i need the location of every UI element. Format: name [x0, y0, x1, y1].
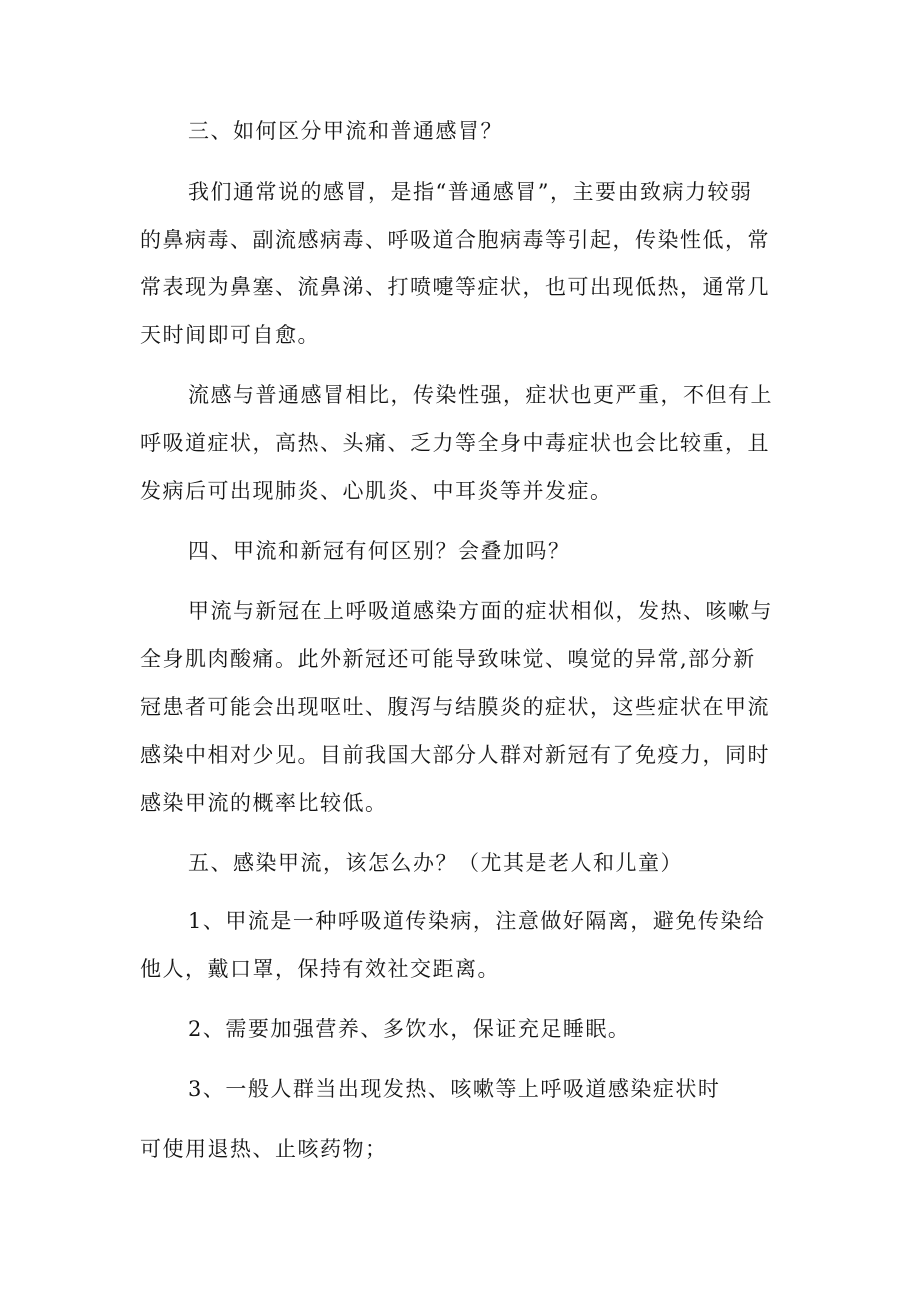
paragraph-line: 呼吸道症状，高热、头痛、乏力等全身中毒症状也会比较重，且	[140, 431, 770, 455]
paragraph-line: 发病后可出现肺炎、心肌炎、中耳炎等并发症。	[140, 479, 613, 503]
paragraph-line: 天时间即可自愈。	[140, 323, 320, 347]
list-item-line: 3、一般人群当出现发热、咳嗽等上呼吸道感染症状时	[188, 1077, 721, 1101]
paragraph-line: 的鼻病毒、副流感病毒、呼吸道合胞病毒等引起，传染性低，常	[140, 228, 770, 252]
section-heading-4: 四、甲流和新冠有何区别？会叠加吗？	[188, 539, 571, 563]
paragraph-line: 常表现为鼻塞、流鼻涕、打喷嚏等症状，也可出现低热，通常几	[140, 275, 770, 299]
paragraph-line: 感染甲流的概率比较低。	[140, 791, 388, 815]
paragraph-line: 甲流与新冠在上呼吸道感染方面的症状相似，发热、咳嗽与	[188, 599, 773, 623]
list-item-line: 可使用退热、止咳药物；	[140, 1137, 388, 1161]
paragraph-line: 冠患者可能会出现呕吐、腹泻与结膜炎的症状，这些症状在甲流	[140, 695, 770, 719]
list-item-line: 1、甲流是一种呼吸道传染病，注意做好隔离，避免传染给	[188, 909, 766, 933]
list-item-line: 2、需要加强营养、多饮水，保证充足睡眠。	[188, 1017, 631, 1041]
paragraph-line: 全身肌肉酸痛。此外新冠还可能导致味觉、嗅觉的异常,部分新	[140, 647, 756, 671]
paragraph-line: 感染中相对少见。目前我国大部分人群对新冠有了免疫力，同时	[140, 743, 770, 767]
section-heading-3: 三、如何区分甲流和普通感冒？	[188, 119, 503, 143]
list-item-line: 他人，戴口罩，保持有效社交距离。	[140, 957, 500, 981]
section-heading-5: 五、感染甲流，该怎么办？（尤其是老人和儿童）	[188, 851, 683, 875]
paragraph-line: 我们通常说的感冒，是指“普通感冒”，主要由致病力较弱	[188, 180, 753, 204]
paragraph-line: 流感与普通感冒相比，传染性强，症状也更严重，不但有上	[188, 383, 773, 407]
